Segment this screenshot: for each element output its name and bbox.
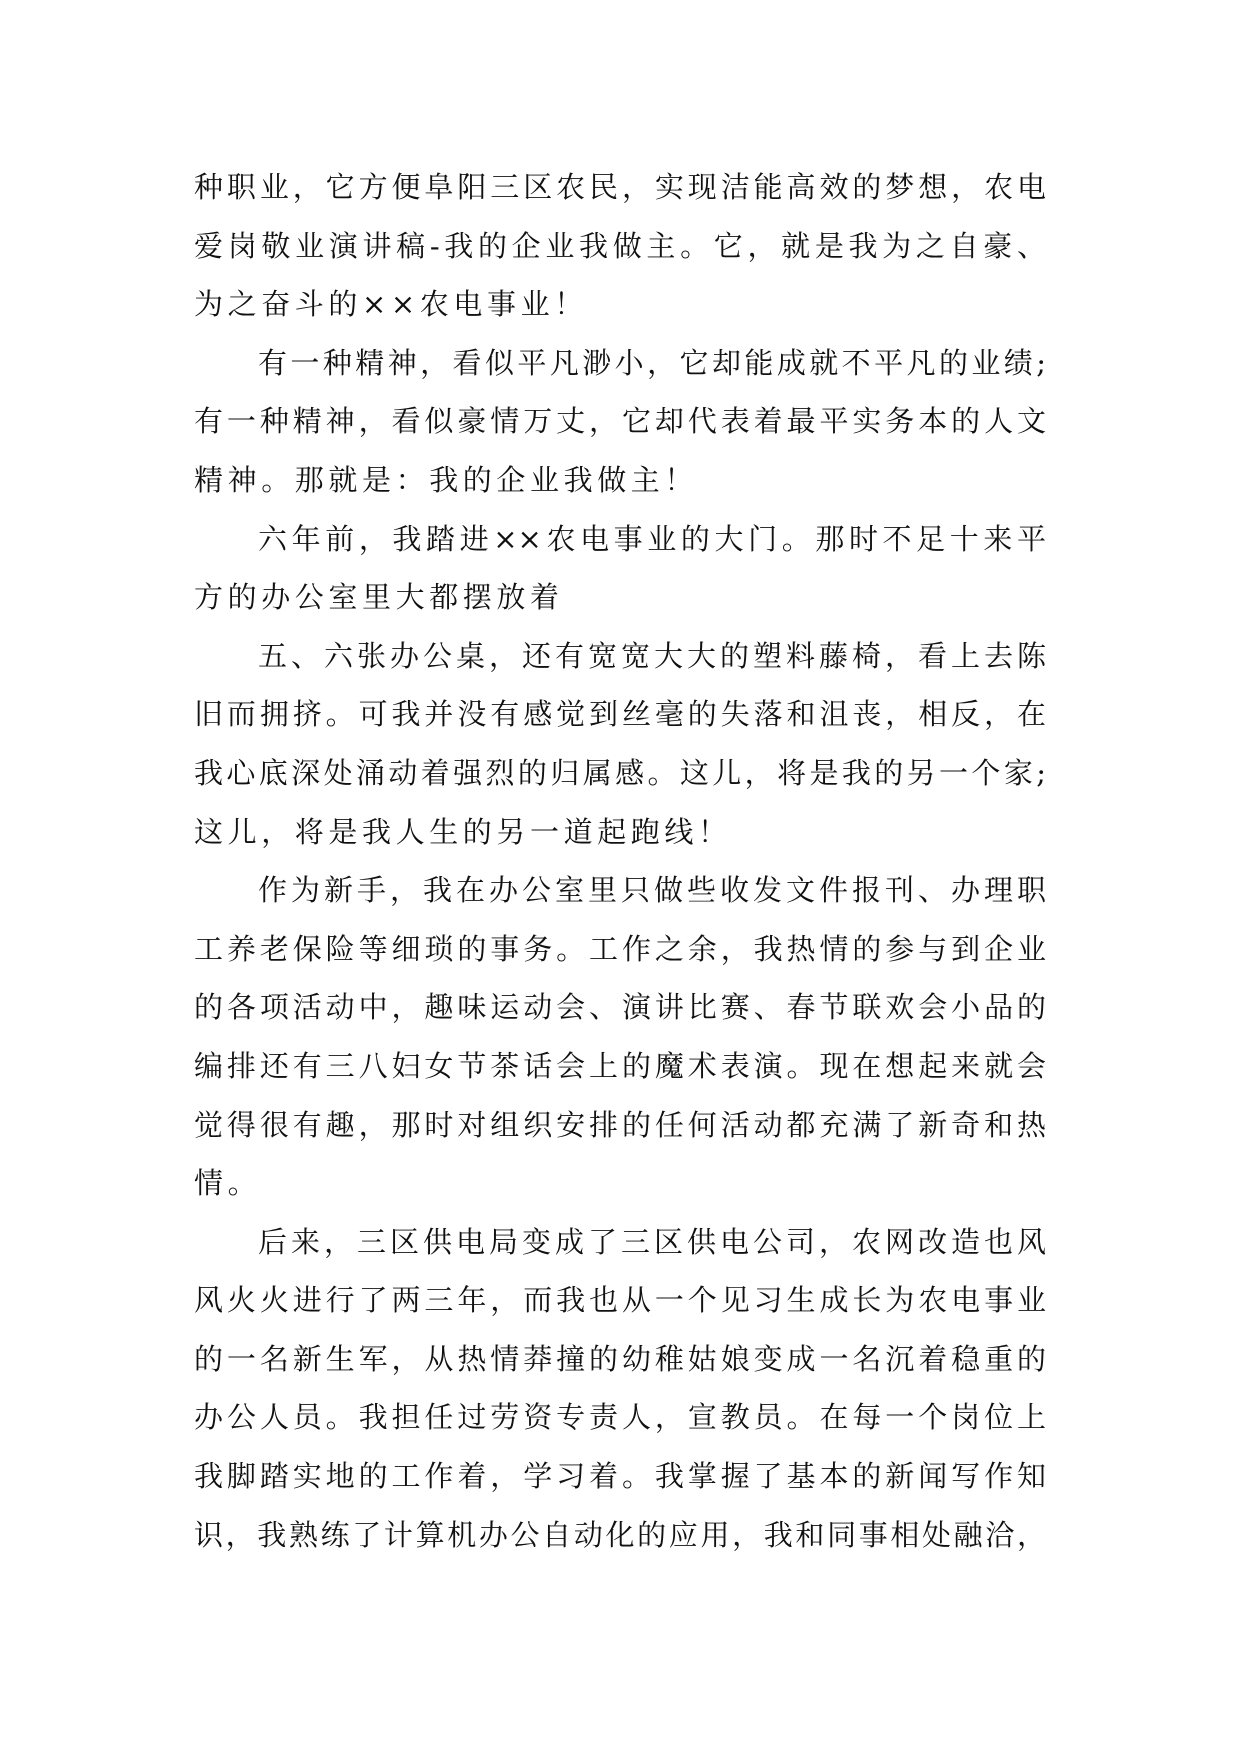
text-line: 情。: [194, 1166, 262, 1201]
text-line: 办公人员。我担任过劳资专责人，宣教员。在每一个岗位上: [194, 1400, 1046, 1435]
text-line: 的各项活动中，趣味运动会、演讲比赛、春节联欢会小品的: [194, 990, 1046, 1025]
text-line: 的一名新生军，从热情莽撞的幼稚姑娘变成一名沉着稳重的: [194, 1341, 1046, 1376]
text-line: 工养老保险等细琐的事务。工作之余，我热情的参与到企业: [194, 931, 1046, 966]
text-line: 为之奋斗的××农电事业！: [194, 287, 588, 322]
text-line: 作为新手，我在办公室里只做些收发文件报刊、办理职: [258, 873, 1046, 908]
text-line: 我脚踏实地的工作着，学习着。我掌握了基本的新闻写作知: [194, 1459, 1046, 1494]
text-line: 旧而拥挤。可我并没有感觉到丝毫的失落和沮丧，相反，在: [194, 697, 1046, 732]
text-line: 识，我熟练了计算机办公自动化的应用，我和同事相处融洽，: [194, 1517, 1046, 1552]
text-line: 精神。那就是：我的企业我做主！: [194, 462, 699, 497]
text-line: 后来，三区供电局变成了三区供电公司，农网改造也风: [258, 1224, 1046, 1259]
text-line: 我心底深处涌动着强烈的归属感。这儿，将是我的另一个家;: [194, 755, 1046, 790]
text-line: 风火火进行了两三年，而我也从一个见习生成长为农电事业: [194, 1283, 1046, 1318]
text-line: 有一种精神，看似豪情万丈，它却代表着最平实务本的人文: [194, 404, 1046, 439]
text-line: 觉得很有趣，那时对组织安排的任何活动都充满了新奇和热: [194, 1107, 1046, 1142]
text-line: 方的办公室里大都摆放着: [194, 580, 564, 615]
document-body-text: [194, 158, 1046, 1564]
text-line: 爱岗敬业演讲稿-我的企业我做主。它，就是我为之自豪、: [194, 228, 1046, 263]
text-line: 种职业，它方便阜阳三区农民，实现洁能高效的梦想，农电: [194, 170, 1046, 204]
text-line: 六年前，我踏进××农电事业的大门。那时不足十来平: [258, 521, 1046, 556]
document-page: [194, 158, 1046, 1564]
text-line: 这儿，将是我人生的另一道起跑线！: [194, 814, 732, 849]
text-line: 编排还有三八妇女节茶话会上的魔术表演。现在想起来就会: [194, 1048, 1046, 1083]
text-line: 有一种精神，看似平凡渺小，它却能成就不平凡的业绩;: [258, 345, 1046, 380]
text-line: 五、六张办公桌，还有宽宽大大的塑料藤椅，看上去陈: [258, 638, 1046, 673]
